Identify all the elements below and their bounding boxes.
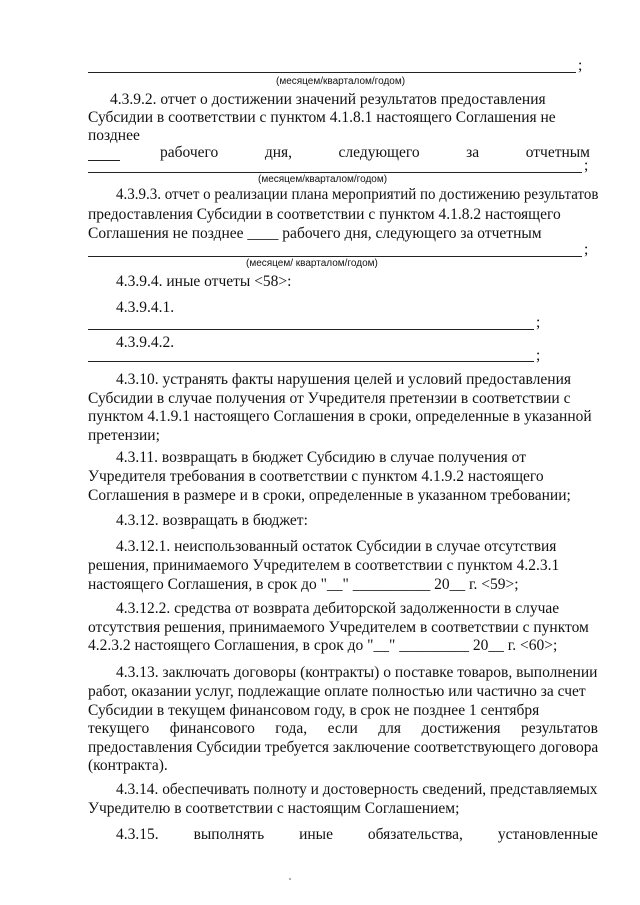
word: результатов — [520, 720, 598, 737]
field-caption: (месяцем/ кварталом/годом) — [246, 258, 378, 269]
paragraph-line — [88, 720, 598, 738]
paragraph-line: Соглашения в размере и в сроки, определенные в указанном требовании; — [88, 487, 571, 504]
paragraph-line: Учредителю в соответствии с настоящим Соглашением; — [88, 800, 460, 817]
paragraph-line: Субсидии в текущем финансовом году, в срок не позднее 1 сентября — [88, 702, 540, 719]
paragraph-line: предоставления Субсидии в соответствии с пунктом 4.1.8.2 настоящего — [88, 206, 561, 223]
blank-line — [88, 329, 534, 330]
word: достижения — [421, 720, 501, 737]
paragraph-line: 4.3.10. устранять факты нарушения целей и условий предоставления — [116, 371, 571, 388]
paragraph-line: 4.3.9.4.2. — [116, 334, 175, 351]
word: рабочего — [160, 144, 219, 161]
paragraph-line: 4.3.9.4. иные отчеты <58>: — [116, 273, 292, 290]
blank-line — [88, 72, 576, 73]
scan-speck — [289, 878, 291, 880]
paragraph-line: 4.3.9.4.1. — [116, 299, 175, 316]
paragraph-line: (контракта). — [88, 757, 168, 774]
paragraph-line: решения, принимаемого Учредителем в соответствии с пунктом 4.2.3.1 — [88, 557, 560, 574]
paragraph-line: Соглашения не позднее ____ рабочего дня, следующего за отчетным — [88, 225, 542, 242]
paragraph-line: 4.3.9.3. отчет о реализации плана мероприятий по достижению результатов — [116, 186, 599, 203]
word: установленные — [497, 826, 598, 843]
blank-line — [88, 361, 534, 362]
paragraph-line: 4.3.14. обеспечивать полноту и достоверность сведений, представляемых — [116, 781, 598, 798]
semicolon: ; — [584, 157, 589, 174]
word: 4.3.15. — [116, 826, 159, 843]
paragraph-line: позднее — [88, 127, 140, 144]
word: выполнять — [193, 826, 265, 843]
word: иные — [299, 826, 333, 843]
blank-line — [88, 256, 582, 257]
word: финансового — [169, 720, 255, 737]
semicolon: ; — [578, 57, 583, 74]
paragraph-line: 4.3.12.1. неиспользованный остаток Субсидии в случае отсутствия — [116, 538, 557, 555]
paragraph-line — [88, 109, 596, 127]
word: для — [378, 720, 402, 737]
paragraph-line: работ, оказании услуг, подлежащие оплате полностью или частично за счет — [88, 683, 586, 700]
word: дня, — [264, 144, 292, 161]
blank-line — [88, 160, 120, 161]
paragraph-line — [160, 144, 590, 162]
word: следующего — [338, 144, 420, 161]
paragraph-line: предоставления Субсидии требуется заключение соответствующего договора — [88, 739, 599, 756]
field-caption: (месяцем/кварталом/годом) — [258, 174, 388, 185]
paragraph-line: Субсидии в случае получения от Учредителя претензии в соответствии с — [88, 390, 571, 407]
field-caption: (месяцем/кварталом/годом) — [276, 76, 406, 87]
paragraph-line: отсутствия решения, принимаемого Учредителем в соответствии с пунктом — [88, 619, 589, 636]
semicolon: ; — [536, 347, 541, 364]
word: обязательства, — [367, 826, 463, 843]
paragraph-line: Учредителя требования в соответствии с пунктом 4.1.9.2 настоящего — [88, 468, 544, 485]
paragraph-line: 4.2.3.2 настоящего Соглашения, в срок до "__" _________ 20__ г. <60>; — [88, 637, 558, 654]
paragraph-line: 4.3.12.2. средства от возврата дебиторской задолженности в случае — [116, 600, 560, 617]
paragraph-line: претензии; — [88, 427, 160, 444]
word: отчетным — [525, 144, 590, 161]
paragraph-line: пунктом 4.1.9.1 настоящего Соглашения в сроки, определенные в указанной — [88, 408, 592, 425]
paragraph-line: 4.3.11. возвращать в бюджет Субсидию в случае получения от — [116, 449, 526, 466]
word: текущего — [88, 720, 150, 737]
paragraph-line: 4.3.12. возвращать в бюджет: — [116, 512, 308, 529]
semicolon: ; — [584, 241, 589, 258]
paragraph-line: настоящего Соглашения, в срок до "__" __________ 20__ г. <59>; — [88, 576, 519, 593]
paragraph-line — [116, 826, 598, 844]
word: за — [466, 144, 480, 161]
semicolon: ; — [536, 314, 541, 331]
paragraph-line: 4.3.9.2. отчет о достижении значений результатов предоставления — [110, 91, 546, 108]
text-segment: Субсидии в соответствии с пунктом 4.1.8.1 настоящего Соглашения не — [88, 109, 556, 126]
blank-line — [88, 172, 582, 173]
word: года, — [275, 720, 308, 737]
paragraph-line: 4.3.13. заключать договоры (контракты) о поставке товаров, выполнении — [116, 664, 598, 681]
word: если — [327, 720, 358, 737]
